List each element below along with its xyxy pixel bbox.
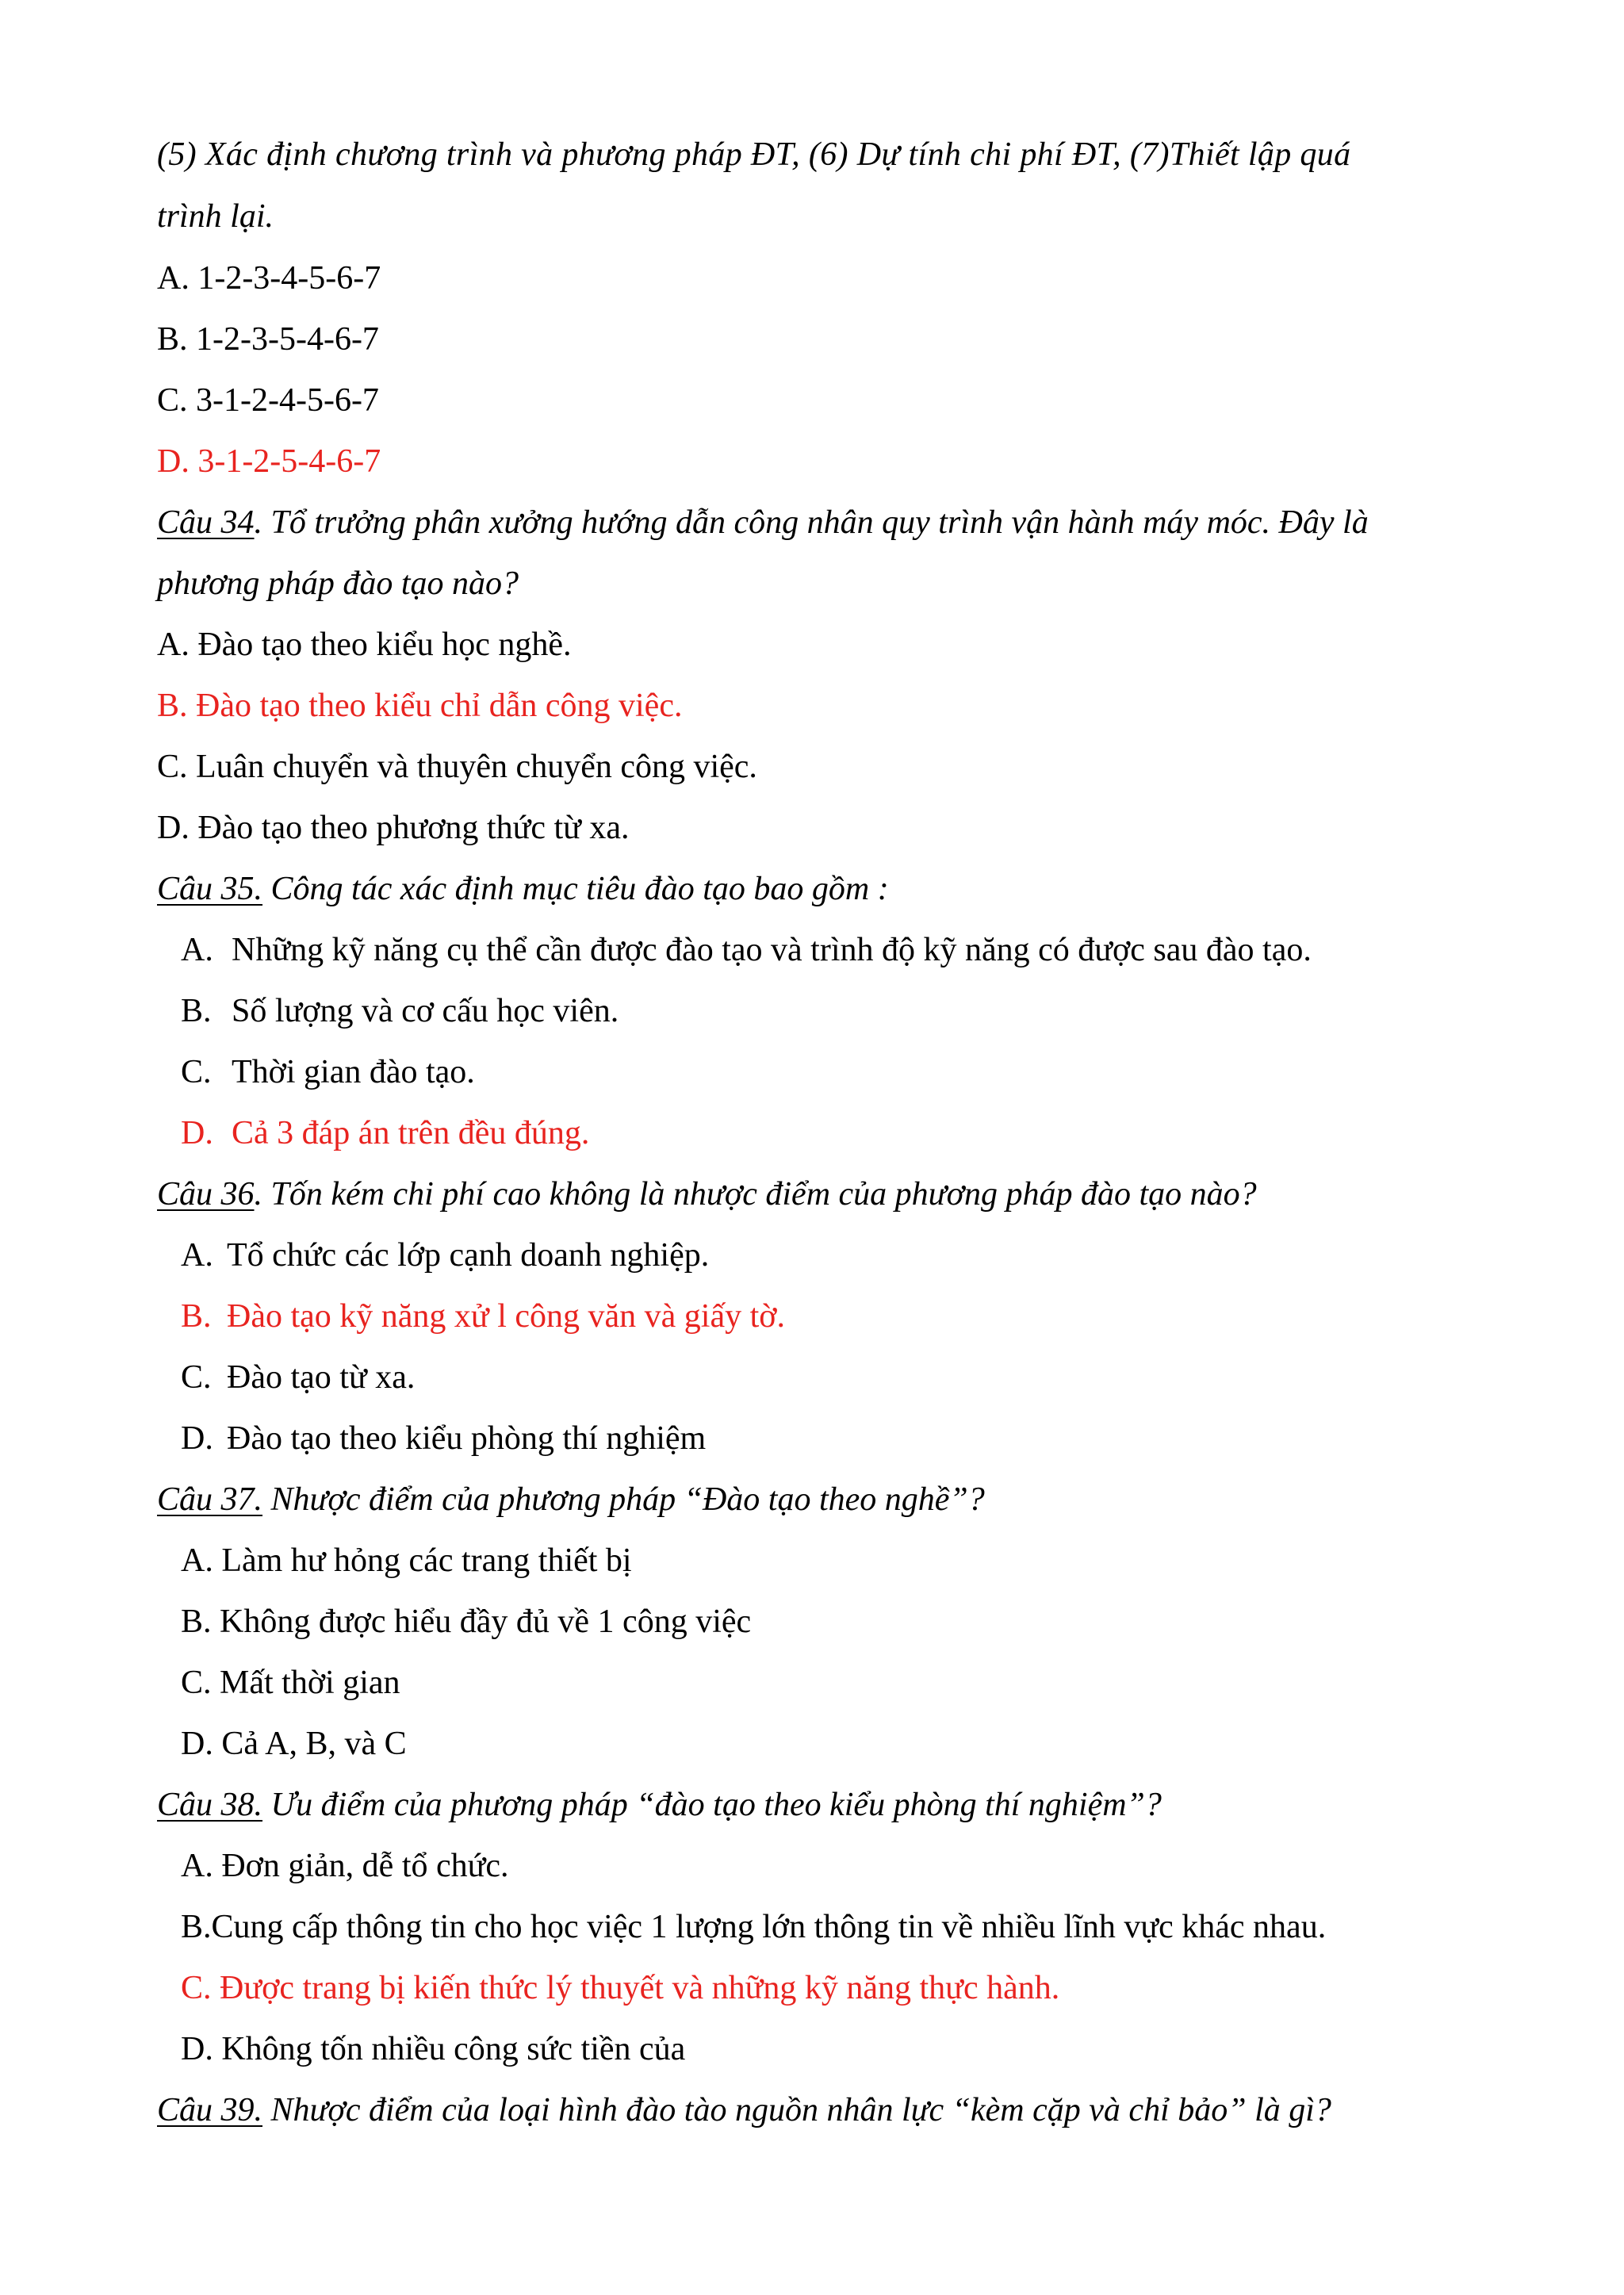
q36-option-a-letter: A. (181, 1237, 213, 1274)
q36-label: Câu 36 (157, 1176, 255, 1213)
q38-option-d: D. Không tốn nhiều công sức tiền của (181, 2031, 686, 2067)
q34-question-line1 (157, 506, 1369, 539)
q37-question (157, 1483, 985, 1516)
q35-option-d-text: Cả 3 đáp án trên đều đúng. (232, 1115, 590, 1151)
q36-option-c-letter: C. (181, 1359, 212, 1396)
q33-intro-line2: trình lại. (157, 198, 274, 235)
q37-option-b: B. Không được hiểu đầy đủ về 1 công việc (181, 1603, 752, 1640)
q36-option-c-text: Đào tạo từ xa. (227, 1359, 416, 1396)
q35-question (157, 872, 889, 906)
q34-text: . Tổ trưởng phân xưởng hướng dẫn công nhân quy trình vận hành máy móc. Đây là (254, 504, 1369, 541)
q33-option-d-answer: D. 3-1-2-5-4-6-7 (157, 443, 381, 480)
q36-option-d-letter: D. (181, 1420, 213, 1457)
q35-option-c-letter: C. (181, 1054, 212, 1090)
q39-text: Nhược điểm của loại hình đào tào nguồn nhân lực “kèm cặp và chỉ bảo” là gì? (262, 2092, 1331, 2128)
q38-option-a: A. Đơn giản, dễ tổ chức. (181, 1848, 509, 1884)
q37-option-c: C. Mất thời gian (181, 1665, 400, 1701)
q35-option-b (181, 994, 619, 1028)
q35-text: Công tác xác định mục tiêu đào tạo bao gồm : (262, 871, 889, 907)
q37-text: Nhược điểm của phương pháp “Đào tạo theo nghề”? (262, 1481, 985, 1518)
q34-option-a: A. Đào tạo theo kiểu học nghề. (157, 626, 572, 663)
q36-question (157, 1178, 1257, 1211)
q35-option-d-letter: D. (181, 1115, 213, 1151)
q36-option-d-text: Đào tạo theo kiểu phòng thí nghiệm (227, 1420, 707, 1457)
q33-option-c: C. 3-1-2-4-5-6-7 (157, 382, 379, 419)
q34-question-line2: phương pháp đào tạo nào? (157, 565, 519, 602)
q36-option-b-letter: B. (181, 1298, 212, 1335)
q36-option-b-text: Đào tạo kỹ năng xử l công văn và giấy tờ. (227, 1298, 785, 1335)
q35-option-a-text: Những kỹ năng cụ thể cần được đào tạo và trình độ kỹ năng có được sau đào tạo. (232, 932, 1312, 968)
q34-option-c: C. Luân chuyển và thuyên chuyển công việc. (157, 749, 757, 785)
q33-option-b: B. 1-2-3-5-4-6-7 (157, 321, 379, 358)
q35-option-b-letter: B. (181, 993, 212, 1029)
q35-option-b-text: Số lượng và cơ cấu học viên. (232, 993, 619, 1029)
q35-option-d-answer (181, 1117, 589, 1150)
q38-label: Câu 38. (157, 1787, 263, 1823)
q33-intro-line1: (5) Xác định chương trình và phương pháp ĐT, (6) Dự tính chi phí ĐT, (7)Thiết lập quá (157, 136, 1351, 173)
q37-label: Câu 37. (157, 1481, 263, 1518)
q37-option-d: D. Cả A, B, và C (181, 1726, 407, 1762)
q39-question (157, 2094, 1331, 2127)
q34-label: Câu 34 (157, 504, 255, 541)
q35-option-c (181, 1056, 475, 1089)
q36-option-d (181, 1422, 706, 1455)
q36-text: . Tốn kém chi phí cao không là nhược điểm của phương pháp đào tạo nào? (254, 1176, 1257, 1213)
q35-option-a-letter: A. (181, 932, 213, 968)
q37-option-a: A. Làm hư hỏng các trang thiết bị (181, 1542, 632, 1579)
q33-option-a: A. 1-2-3-4-5-6-7 (157, 260, 381, 297)
q36-option-c (181, 1361, 415, 1394)
q36-option-b-answer (181, 1300, 785, 1333)
q35-option-a (181, 933, 1312, 967)
q38-option-c-answer: C. Được trang bị kiến thức lý thuyết và những kỹ năng thực hành. (181, 1970, 1060, 2006)
q34-option-d: D. Đào tạo theo phương thức từ xa. (157, 810, 630, 846)
q39-label: Câu 39. (157, 2092, 263, 2128)
q36-option-a-text: Tổ chức các lớp cạnh doanh nghiệp. (227, 1237, 710, 1274)
q35-label: Câu 35. (157, 871, 263, 907)
q34-option-b-answer: B. Đào tạo theo kiểu chỉ dẫn công việc. (157, 688, 683, 724)
q36-option-a (181, 1239, 709, 1272)
q38-option-b: B.Cung cấp thông tin cho học việc 1 lượng lớn thông tin về nhiều lĩnh vực khác nhau. (181, 1909, 1327, 1945)
q38-question (157, 1788, 1162, 1822)
q35-option-c-text: Thời gian đào tạo. (232, 1054, 475, 1090)
q38-text: Ưu điểm của phương pháp “đào tạo theo kiểu phòng thí nghiệm”? (262, 1787, 1162, 1823)
